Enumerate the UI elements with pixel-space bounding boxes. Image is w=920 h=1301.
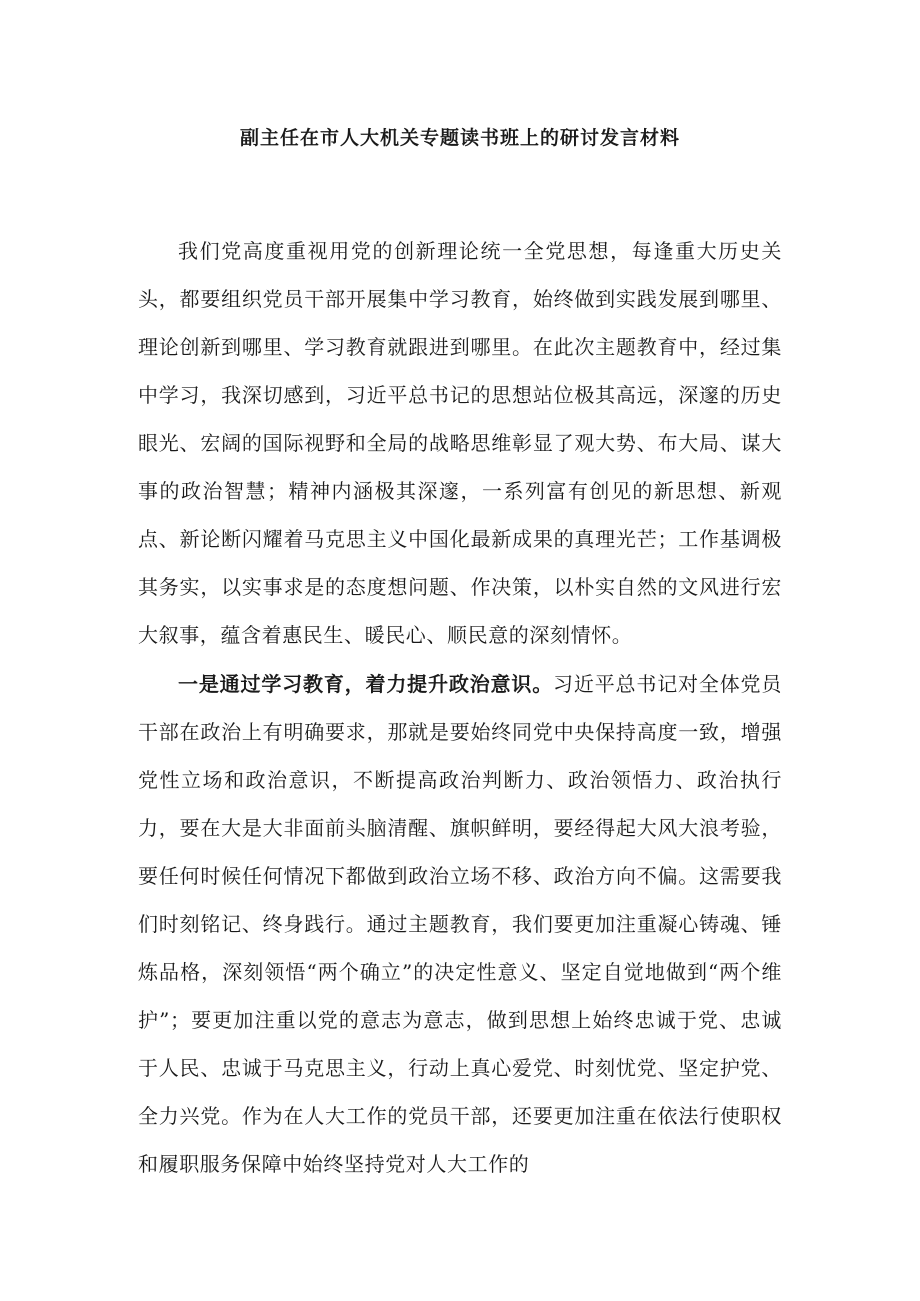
paragraph-intro: 我们党高度重视用党的创新理论统一全党思想，每逢重大历史关头，都要组织党员干部开展集中学习教育，始终做到实践发展到哪里、理论创新到哪里、学习教育就跟进到哪里。在此次主题教育中，经过集中学习，我深切感到，习近平总书记的思想站位极其高远，深邃的历史眼光、宏阔的国际视野和全局的战略思维彰显了观大势、布大局、谋大事的政治智慧；精神内涵极其深邃，一系列富有创见的新思想、新观点、新论断闪耀着马克思主义中国化最新成果的真理光芒；工作基调极其务实，以实事求是的态度想问题、作决策，以朴实自然的文风进行宏大叙事，蕴含着惠民生、暖民心、顺民意的深刻情怀。 [138, 239, 782, 647]
paragraph-political-awareness [138, 660, 782, 1188]
paragraph-lead-heading: 一是通过学习教育，着力提升政治意识。 [178, 672, 554, 696]
paragraph-body: 习近平总书记对全体党员干部在政治上有明确要求，那就是要始终同党中央保持高度一致，增强党性立场和政治意识，不断提高政治判断力、政治领悟力、政治执行力，要在大是大非面前头脑清醒、旗帜鲜明，要经得起大风大浪考验，要任何时候任何情况下都做到政治立场不移、政治方向不偏。这需要我们时刻铭记、终身践行。通过主题教育，我们要更加注重凝心铸魂、锤炼品格，深刻领悟“两个确立”的决定性意义、坚定自觉地做到“两个维护”；要更加注重以党的意志为意志，做到思想上始终忠诚于党、忠诚于人民、忠诚于马克思主义，行动上真心爱党、时刻忧党、坚定护党、全力兴党。作为在人大工作的党员干部，还要更加注重在依法行使职权和履职服务保障中始终坚持党对人大工作的 [138, 672, 782, 1176]
document-title: 副主任在市人大机关专题读书班上的研讨发言材料 [239, 127, 680, 149]
